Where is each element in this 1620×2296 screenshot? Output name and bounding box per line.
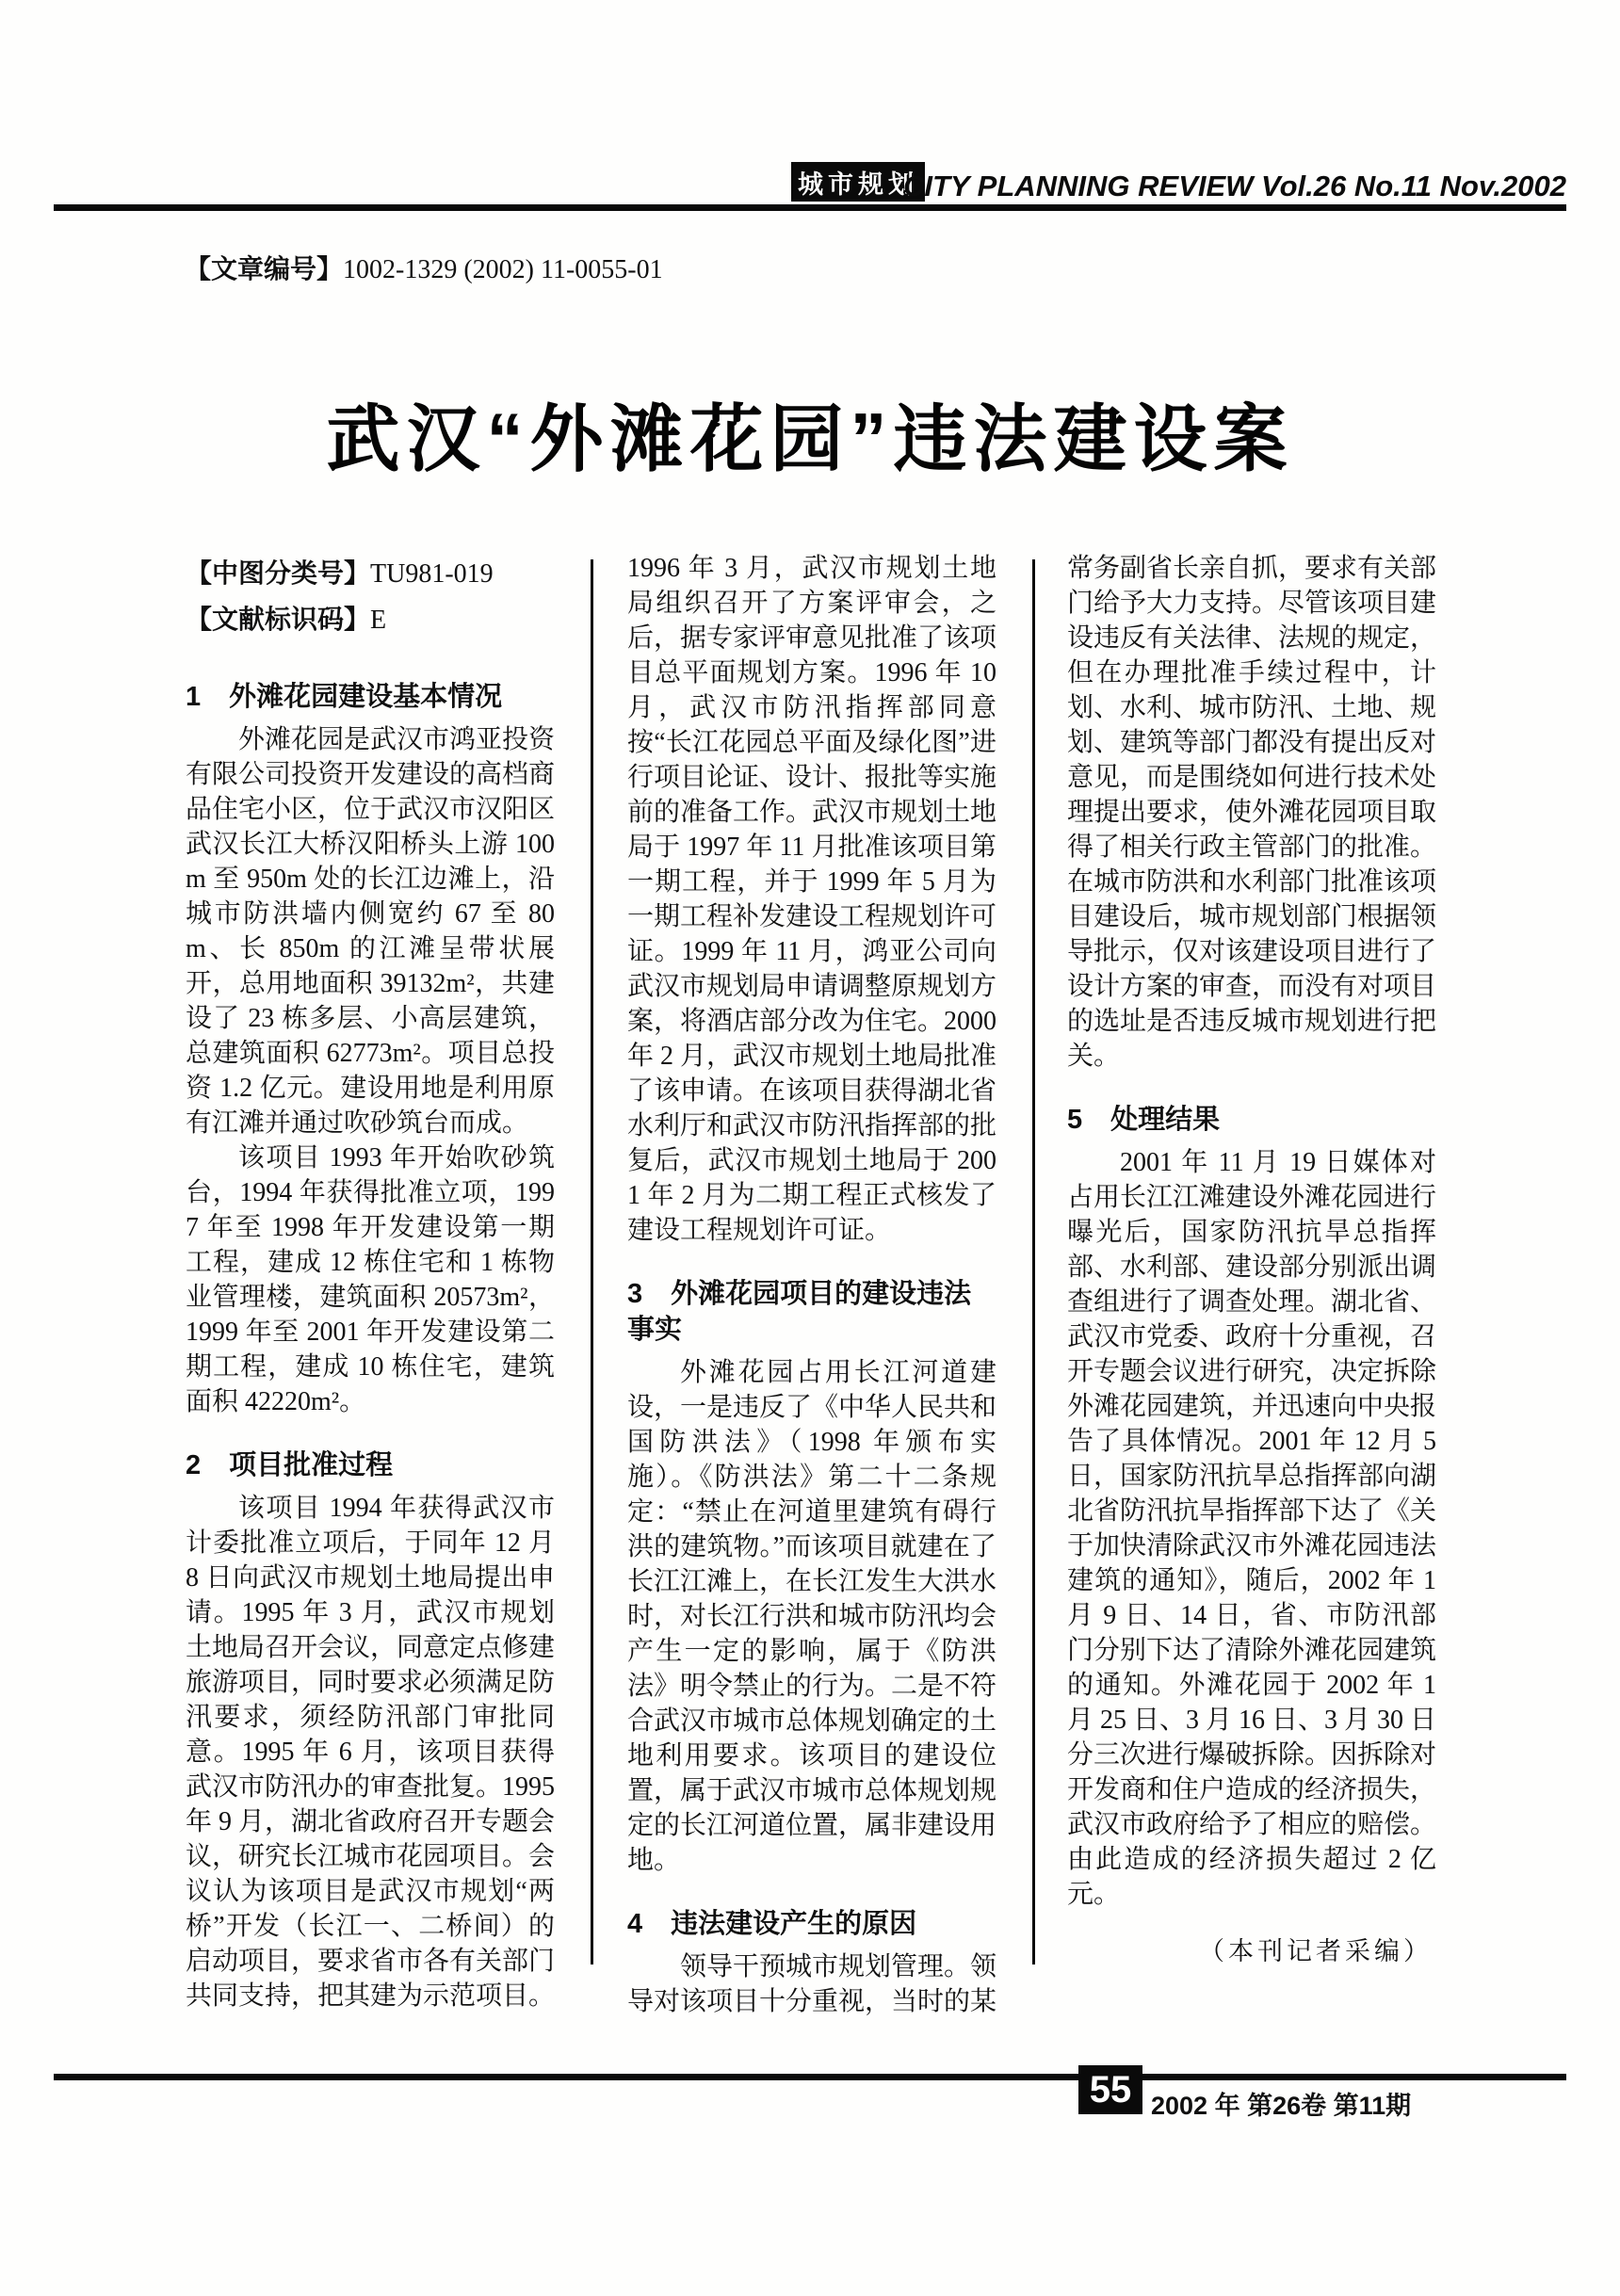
header-rule	[54, 204, 1566, 211]
clc-number-value: TU981-019	[370, 559, 494, 589]
page-number-badge	[1078, 2065, 1142, 2114]
section-number: 3	[627, 1279, 643, 1309]
section-heading-1	[186, 679, 555, 715]
section-title: 处理结果	[1110, 1105, 1221, 1135]
column-left	[186, 551, 555, 2013]
byline: （本刊记者采编）	[1199, 1937, 1433, 1965]
page-title: 武汉“外滩花园”违法建设案	[326, 397, 1294, 480]
section-heading-2	[186, 1447, 555, 1483]
issue-info: 2002 年 第26卷 第11期	[1151, 2092, 1412, 2120]
document-code-line	[186, 597, 555, 643]
article-number-label: 【文章编号】	[185, 254, 344, 283]
clc-number-label: 【中图分类号】	[186, 558, 371, 588]
paragraph: 外滩花园占用长江河道建设，一是违反了《中华人民共和国防洪法》（1998 年颁布实施）。《防洪法》第二十二条规定：“禁止在河道里建筑有碍行洪的建筑物。”而该项目就建在了长江江滩上，在长江发生大洪水时，对长江行洪和城市防汛均会产生一定的影响，属于《防洪法》明令禁止的行为。二是不符合武汉市城市总体规划确定的土地利用要求。该项目的建设位置，属于武汉市城市总体规划规定的长江河道位置，属非建设用地。	[627, 1358, 997, 1875]
section-number: 5	[1067, 1105, 1083, 1135]
column-middle	[627, 551, 996, 2019]
column-divider-1	[591, 559, 593, 1965]
paragraph: 1996 年 3 月，武汉市规划土地局组织召开了方案评审会，之后，据专家评审意见批准了该项目总平面规划方案。1996 年 10 月，武汉市防汛指挥部同意按“长江花园总平面及绿化图”进行项目论证、设计、报批等实施前的准备工作。武汉市规划土地局于 1997 年 11 月批准该项目第一期工程，并于 1999 年 5 月为一期工程补发建设工程规划许可证。1999 年 11 月，鸿亚公司向武汉市规划局申请调整原规划方案，将酒店部分改为住宅。2000 年 2 月，武汉市规划土地局批准了该申请。在该项目获得湖北省水利厅和武汉市防汛指挥部的批复后，武汉市规划土地局于 2001 年 2 月为二期工程正式核发了建设工程规划许可证。	[627, 554, 997, 1245]
paragraph: 2001 年 11 月 19 日媒体对占用长江江滩建设外滩花园进行曝光后，国家防汛抗旱总指挥部、水利部、建设部分别派出调查组进行了调查处理。湖北省、武汉市党委、政府十分重视，召开专题会议进行研究，决定拆除外滩花园建筑，并迅速向中央报告了具体情况。2001 年 12 月 5 日，国家防汛抗旱总指挥部向湖北省防汛抗旱指挥部下达了《关于加快清除武汉市外滩花园违法建筑的通知》，随后，2002 年 1 月 9 日、14 日，省、市防汛部门分别下达了清除外滩花园建筑的通知。外滩花园于 2002 年 1 月 25 日、3 月 16 日、3 月 30 日分三次进行爆破拆除。因拆除对开发商和住户造成的经济损失，武汉市政府给予了相应的赔偿。由此造成的经济损失超过 2 亿元。	[1067, 1148, 1437, 1909]
paragraph: 该项目 1993 年开始吹砂筑台，1994 年获得批准立项，1997 年至 1998 年开发建设第一期工程，建成 12 栋住宅和 1 栋物业管理楼，建筑面积 20573m²，1999 年至 2001 年开发建设第二期工程，建成 10 栋住宅，建筑面积 42220m²。	[186, 1143, 555, 1416]
paragraph: 该项目 1994 年获得武汉市计委批准立项后，于同年 12 月 8 日向武汉市规划土地局提出申请。1995 年 3 月，武汉市规划土地局召开会议，同意定点修建旅游项目，同时要求必须满足防汛要求，须经防汛部门审批同意。1995 年 6 月，该项目获得武汉市防汛办的审查批复。1995 年 9 月，湖北省政府召开专题会议，研究长江城市花园项目。会议认为该项目是武汉市规划“两桥”开发（长江一、二桥间）的启动项目，要求省市各有关部门共同支持，把其建为示范项目。	[186, 1494, 556, 2011]
section-number: 1	[186, 682, 202, 712]
section-number: 2	[186, 1450, 202, 1480]
paragraph: 领导干预城市规划管理。领导对该项目十分重视，当时的某	[627, 1952, 997, 2016]
section-title: 项目批准过程	[229, 1450, 394, 1480]
journal-masthead: CITY PLANNING REVIEW Vol.26 No.11 Nov.2002	[902, 170, 1566, 202]
section-title: 违法建设产生的原因	[671, 1909, 917, 1939]
section-number: 4	[627, 1909, 643, 1939]
section-heading-3	[627, 1276, 996, 1348]
document-code-label: 【文献标识码】	[186, 605, 371, 634]
page-number: 55	[1089, 2068, 1132, 2110]
column-divider-2	[1032, 559, 1035, 1965]
paragraph: 常务副省长亲自抓，要求有关部门给予大力支持。尽管该项目建设违反有关法律、法规的规定，但在办理批准手续过程中，计划、水利、城市防汛、土地、规划、建筑等部门都没有提出反对意见，而是围绕如何进行技术处理提出要求，使外滩花园项目取得了相关行政主管部门的批准。在城市防洪和水利部门批准该项目建设后，城市规划部门根据领导批示，仅对该建设项目进行了设计方案的审查，而没有对项目的选址是否违反城市规划进行把关。	[1067, 554, 1437, 1071]
paragraph: 外滩花园是武汉市鸿亚投资有限公司投资开发建设的高档商品住宅小区，位于武汉市汉阳区武汉长江大桥汉阳桥头上游 100m 至 950m 处的长江边滩上，沿城市防洪墙内侧宽约 67 至 80m、长 850m 的江滩呈带状展开，总用地面积 39132m²，共建设了 23 栋多层、小高层建筑，总建筑面积 62773m²。项目总投资 1.2 亿元。建设用地是利用原有江滩并通过吹砂筑台而成。	[186, 725, 556, 1138]
section-heading-5	[1067, 1102, 1436, 1138]
article-number-value: 1002-1329 (2002) 11-0055-01	[343, 255, 663, 284]
clc-number-line	[186, 551, 555, 597]
column-right	[1067, 551, 1436, 1969]
article-number	[185, 249, 663, 286]
section-heading-4	[627, 1906, 996, 1942]
section-title: 外滩花园建设基本情况	[229, 682, 503, 712]
footer-rule	[54, 2074, 1566, 2080]
section-title: 外滩花园项目的建设违法事实	[627, 1279, 972, 1345]
document-code-value: E	[370, 606, 387, 635]
journal-logo-text: 城市规划	[798, 170, 918, 199]
